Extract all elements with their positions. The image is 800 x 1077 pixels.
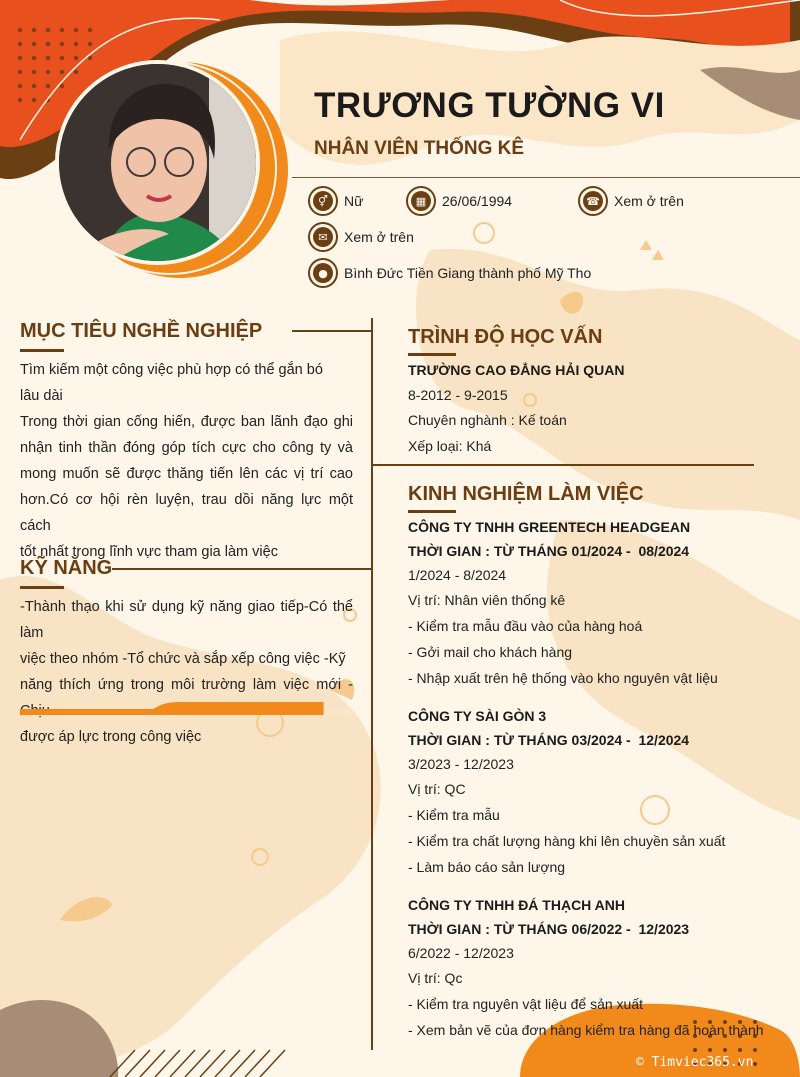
skills-line: năng thích ứng trong môi trường làm việc mới - [20, 677, 353, 693]
email-info [308, 222, 414, 252]
calendar-icon: ▦ [406, 186, 436, 216]
job-time: THỜI GIAN : TỪ THÁNG 06/2022 - 12/2023 [408, 921, 690, 937]
avatar [55, 60, 260, 265]
job-position: Vị trí: Qc [408, 970, 463, 986]
skills-text [20, 594, 353, 750]
education-divider [372, 464, 754, 466]
objective-rule [292, 330, 372, 332]
address-info [308, 258, 591, 288]
job-company: CÔNG TY TNHH GREENTECH HEADGEAN [408, 519, 691, 535]
footer-watermark: © Timviec365.vn [636, 1055, 754, 1070]
objective-underline [20, 349, 64, 352]
candidate-name: TRƯƠNG TƯỜNG VI [314, 86, 665, 125]
email-icon: ✉ [308, 222, 338, 252]
objective-line: Trong thời gian cống hiến, được ban lãnh đạo ghi [20, 414, 353, 430]
job-task: - Làm báo cáo sản lượng [408, 859, 566, 875]
objective-line: nhận tinh thần đóng góp tích cực cho công ty và [20, 440, 353, 456]
birthday-value: 26/06/1994 [442, 193, 513, 209]
job-task: - Gởi mail cho khách hàng [408, 644, 573, 660]
education-grade: Xếp loại: Khá [408, 438, 492, 454]
experience-heading: KINH NGHIỆM LÀM VIỆC [408, 483, 644, 505]
school-name: TRƯỜNG CAO ĐẲNG HẢI QUAN [408, 362, 625, 378]
experience-underline [408, 510, 456, 513]
job-task: - Xem bản vẽ của đơn hàng kiểm tra hàng đã hoàn thành [408, 1022, 764, 1038]
phone-value: Xem ở trên [614, 193, 684, 209]
education-period: 8-2012 - 9-2015 [408, 387, 508, 403]
location-pin-icon: ● [308, 258, 338, 288]
phone-icon: ☎ [578, 186, 608, 216]
objective-line: hơn.Có cơ hội rèn luyện, trau dồi năng lực một cách [20, 492, 353, 534]
birthday-info [406, 186, 512, 216]
job-time: THỜI GIAN : TỪ THÁNG 03/2024 - 12/2024 [408, 732, 690, 748]
job-period: 6/2022 - 12/2023 [408, 945, 514, 961]
email-value: Xem ở trên [344, 229, 414, 245]
job-company: CÔNG TY SÀI GÒN 3 [408, 708, 547, 724]
objective-line: mong muốn sẽ được thăng tiến lên các vị trí cao [20, 466, 353, 482]
job-title: NHÂN VIÊN THỐNG KÊ [314, 138, 525, 159]
education-major: Chuyên nghành : Kế toán [408, 412, 567, 428]
skills-underline [20, 586, 64, 589]
education-heading: TRÌNH ĐỘ HỌC VẤN [408, 326, 603, 348]
header-divider [292, 177, 800, 178]
skills-line: việc theo nhóm -Tổ chức và sắp xếp công việc -Kỹ [20, 651, 346, 667]
skills-rule [112, 568, 372, 570]
skills-line: được áp lực trong công việc [20, 729, 202, 745]
gender-value: Nữ [344, 193, 364, 209]
objective-line: Tìm kiếm một công việc phù hợp có thể gắn bó [20, 362, 323, 378]
objective-line: tốt nhất trong lĩnh vực tham gia làm việc [20, 544, 278, 560]
job-time: THỜI GIAN : TỪ THÁNG 01/2024 - 08/2024 [408, 543, 690, 559]
phone-info [578, 186, 684, 216]
job-position: Vị trí: QC [408, 781, 466, 797]
gender-icon: ⚥ [308, 186, 338, 216]
job-task: - Kiểm tra mẫu [408, 807, 500, 823]
job-position: Vị trí: Nhân viên thống kê [408, 592, 566, 608]
address-value: Bình Đức Tiền Giang thành phố Mỹ Tho [344, 265, 592, 281]
gender-info [308, 186, 363, 216]
skills-heading: KỸ NĂNG [20, 557, 113, 579]
skills-line: -Thành thạo khi sử dụng kỹ năng giao tiếp-Có thể làm [20, 599, 353, 641]
job-task: - Nhập xuất trên hệ thống vào kho nguyên vật liệu [408, 670, 718, 686]
objective-text [20, 357, 353, 565]
job-task: - Kiểm tra chất lượng hàng khi lên chuyền sản xuất [408, 833, 726, 849]
job-task: - Kiểm tra nguyên vật liệu để sản xuất [408, 996, 644, 1012]
education-underline [408, 353, 456, 356]
objective-line: lâu dài [20, 388, 63, 404]
job-company: CÔNG TY TNHH ĐÁ THẠCH ANH [408, 897, 625, 913]
job-period: 3/2023 - 12/2023 [408, 756, 514, 772]
job-task: - Kiểm tra mẫu đầu vào của hàng hoá [408, 618, 643, 634]
column-divider [371, 318, 373, 1050]
objective-heading: MỤC TIÊU NGHỀ NGHIỆP [20, 320, 263, 342]
job-period: 1/2024 - 8/2024 [408, 567, 507, 583]
skill-level-bar [20, 702, 350, 716]
profile-photo [55, 60, 260, 265]
skill-level-fill [20, 702, 324, 715]
